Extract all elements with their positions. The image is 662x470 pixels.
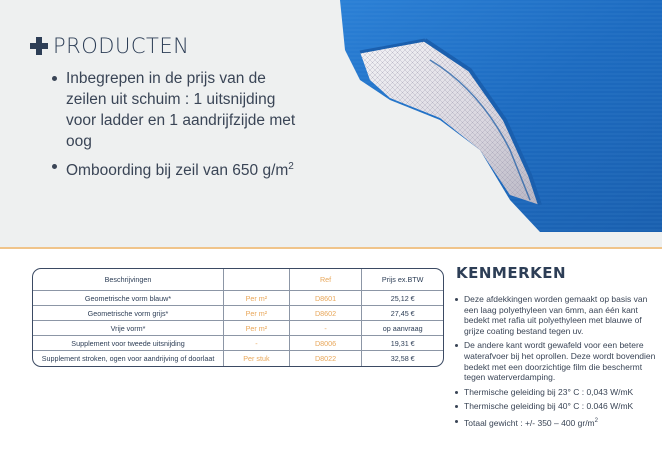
cell-description: Supplement voor tweede uitsnijding	[33, 336, 224, 350]
feature-item: Thermische geleiding bij 40° C : 0.046 W/mK	[452, 401, 660, 412]
products-title: PRODUCTEN	[53, 34, 190, 58]
table-row	[33, 291, 443, 306]
products-bullet: Omboording bij zeil van 650 $g/m^2$	[48, 156, 308, 181]
cell-price: op aanvraag	[382, 323, 423, 333]
bullet-dot	[52, 164, 57, 169]
plus-icon	[30, 37, 48, 55]
products-heading	[30, 34, 189, 58]
header-ref: Ref	[290, 269, 363, 290]
cell-unit: Per m²	[224, 321, 290, 335]
cell-unit: -	[224, 336, 290, 350]
features-title: KENMERKEN	[456, 264, 567, 282]
cell-unit: Per m²	[224, 306, 290, 320]
section-divider	[0, 247, 662, 249]
products-bullets	[48, 68, 308, 185]
feature-item: Thermische geleiding bij 23° C : 0,043 W/mK	[452, 387, 660, 398]
products-bullet: Inbegrepen in de prijs van de zeilen uit schuim : 1 uitsnijding voor ladder en 1 aandrijfzijde met oog	[48, 68, 308, 152]
bullet-dot	[455, 391, 458, 394]
cell-ref: D8006	[290, 336, 363, 350]
cell-ref: -	[290, 321, 363, 335]
header-unit	[224, 269, 290, 290]
cell-price: 19,31 €	[390, 338, 415, 348]
cell-price: 32,58 €	[390, 354, 415, 363]
feature-item: De andere kant wordt gewafeld voor een betere waterafvoer bij het oprollen. Deze wordt bovendien bedekt met een doorzichtige film die beschermt tegen waterverdamping.	[452, 340, 660, 382]
header-price: Prijs ex.BTW	[381, 275, 424, 284]
cell-ref: D8022	[290, 351, 363, 366]
price-table	[32, 268, 444, 367]
bullet-dot	[455, 405, 458, 408]
bullet-dot	[455, 344, 458, 347]
cell-price: 25,12 €	[390, 293, 415, 303]
table-row	[33, 306, 443, 321]
features-list	[452, 294, 660, 432]
pool-cover-image	[330, 0, 662, 240]
table-row	[33, 351, 443, 366]
feature-item: Deze afdekkingen worden gemaakt op basis van een laag polyethyleen van 6mm, aan één kant bedekt met rafia uit polyethyleen met blauwe of grijze coating bestand tegen uv.	[452, 294, 660, 336]
cell-description: Vrije vorm*	[33, 321, 224, 335]
bullet-dot	[455, 420, 458, 423]
cell-description: Supplement stroken, ogen voor aandrijving of doorlaat	[33, 351, 224, 366]
cell-description: Geometrische vorm blauw*	[33, 291, 224, 305]
cell-description: Geometrische vorm grijs*	[33, 306, 224, 320]
bullet-dot	[455, 298, 458, 301]
cell-unit: Per m²	[224, 291, 290, 305]
cell-unit: Per stuk	[224, 351, 290, 366]
cell-ref: D8602	[290, 306, 363, 320]
table-row	[33, 336, 443, 351]
bullet-dot	[52, 76, 57, 81]
cell-ref: D8601	[290, 291, 363, 305]
cell-price: 27,45 €	[390, 308, 415, 318]
table-row	[33, 321, 443, 336]
feature-item: Totaal gewicht : +/- 350 – 400 $gr/m^2$	[452, 416, 660, 428]
header-description: Beschrijvingen	[33, 269, 224, 290]
table-header-row	[33, 269, 443, 291]
